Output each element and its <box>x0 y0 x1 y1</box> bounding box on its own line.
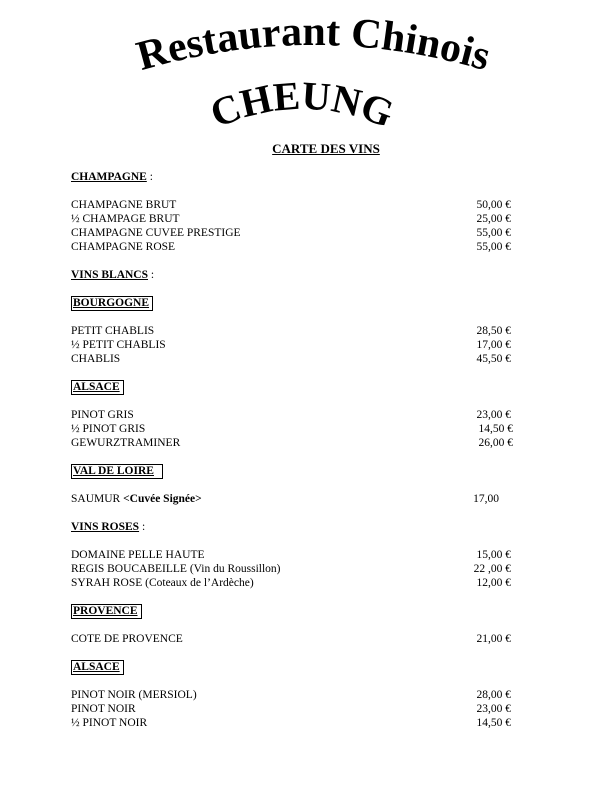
alsace-rose-list <box>71 688 511 730</box>
alsace-blanc-list <box>71 408 511 450</box>
menu-item: ½ PINOT NOIR 14,50 € <box>71 717 511 729</box>
wine-menu <box>71 170 511 730</box>
bourgogne-list <box>71 324 511 366</box>
menu-item: PETIT CHABLIS 28,50 € <box>71 325 511 337</box>
section-champagne: CHAMPAGNE : <box>71 171 153 183</box>
provence-list <box>71 632 511 646</box>
menu-item: PINOT GRIS 23,00 € <box>71 409 511 421</box>
menu-item: PINOT NOIR (MERSIOL) 28,00 € <box>71 689 511 701</box>
restaurant-name: Restaurant Chinois <box>131 8 496 81</box>
menu-item: SAUMUR <Cuvée Signée> 17,00 <box>71 493 499 505</box>
section-title: CHAMPAGNE <box>71 171 147 183</box>
section-title: VINS BLANCS <box>71 269 149 281</box>
menu-item: CHABLIS 45,50 € <box>71 353 511 365</box>
menu-item: REGIS BOUCABEILLE (Vin du Roussillon) 22 ,00 € <box>71 563 511 575</box>
subsection-val-de-loire: VAL DE LOIRE <box>71 464 163 479</box>
menu-item: GEWURZTRAMINER 26,00 € <box>71 437 513 449</box>
section-vins-roses: VINS ROSES : <box>71 521 146 533</box>
menu-item: PINOT NOIR 23,00 € <box>71 703 511 715</box>
restaurant-owner-name: CHEUNG <box>204 72 400 137</box>
menu-item: CHAMPAGNE ROSE 55,00 € <box>71 241 511 253</box>
wine-list-title: CARTE DES VINS <box>272 141 380 156</box>
menu-item: CHAMPAGNE BRUT 50,00 € <box>71 199 511 211</box>
champagne-list <box>71 198 511 254</box>
menu-item: ½ CHAMPAGE BRUT 25,00 € <box>71 213 511 225</box>
vins-roses-list <box>71 548 511 590</box>
section-title: VINS ROSES <box>71 521 140 533</box>
menu-item: COTE DE PROVENCE 21,00 € <box>71 633 511 645</box>
section-vins-blancs: VINS BLANCS : <box>71 269 155 281</box>
menu-item: SYRAH ROSE (Coteaux de l’Ardèche) 12,00 € <box>71 577 511 589</box>
restaurant-title-art <box>0 0 612 140</box>
menu-item: ½ PETIT CHABLIS 17,00 € <box>71 339 511 351</box>
menu-item: DOMAINE PELLE HAUTE 15,00 € <box>71 549 511 561</box>
subsection-alsace-rose: ALSACE <box>71 660 124 675</box>
subsection-alsace-blanc: ALSACE <box>71 380 124 395</box>
subsection-bourgogne: BOURGOGNE <box>71 296 153 311</box>
menu-item: CHAMPAGNE CUVEE PRESTIGE 55,00 € <box>71 227 511 239</box>
menu-item: ½ PINOT GRIS 14,50 € <box>71 423 513 435</box>
subsection-provence: PROVENCE <box>71 604 142 619</box>
